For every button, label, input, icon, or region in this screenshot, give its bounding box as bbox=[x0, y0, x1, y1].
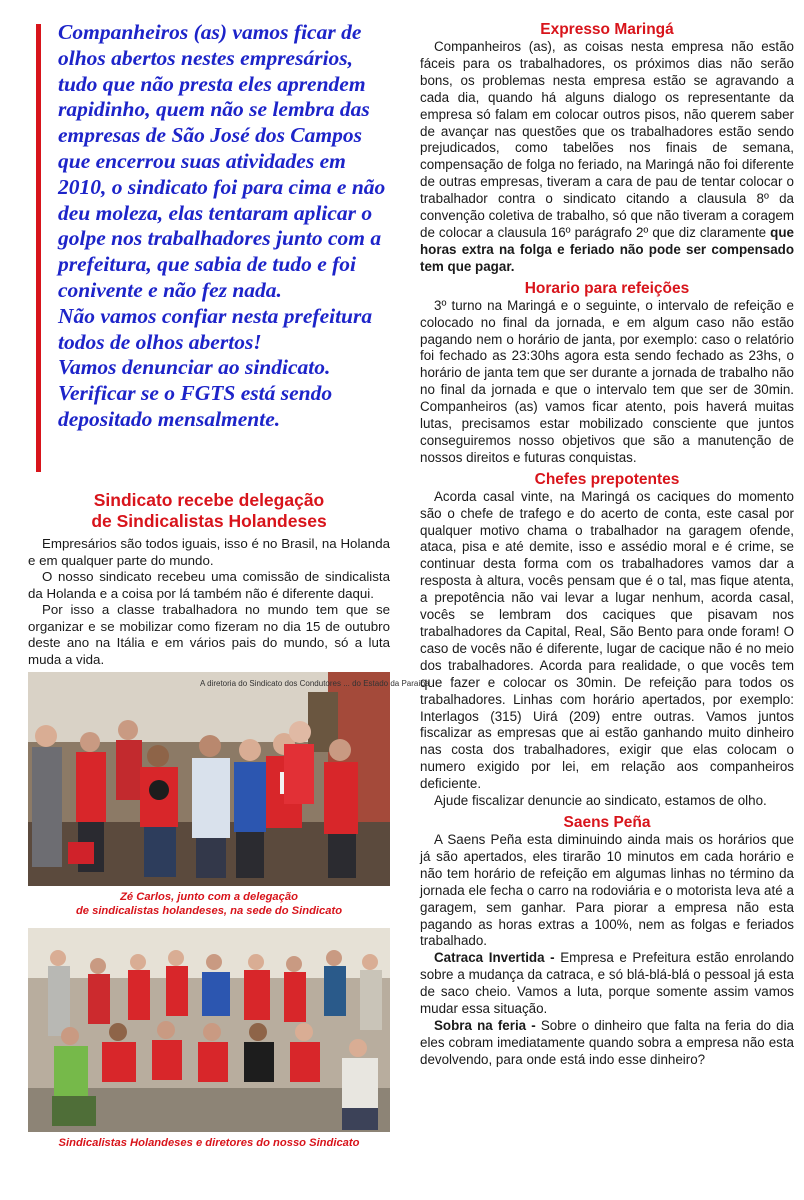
callout-line-3: Vamos denunciar ao sindicato. bbox=[58, 355, 331, 380]
holandeses-title-2: de Sindicalistas Holandeses bbox=[91, 511, 327, 531]
expresso-bold-text: que horas extra na folga e feriado não pode ser compensado tem que pagar. bbox=[420, 224, 794, 274]
sobra-label: Sobra na feria - bbox=[434, 1017, 536, 1033]
callout-text: Companheiros (as) vamos ficar de olhos abertos nestes empresários, tudo que não presta eles aprendem rapidinho, quem não se lembra das empresas de São José dos Campos que encerrou suas atividades em 2010, o sindicato foi para cima e não deu moleza, elas tentaram aplicar o golpe nos trabalhadores junto com a prefeitura, que sabia de tudo e foi conivente e não fez nada. bbox=[58, 20, 386, 302]
sobra-paragraph bbox=[420, 1018, 794, 1069]
photo-directors-illustration bbox=[28, 928, 390, 1132]
catraca-paragraph bbox=[420, 950, 794, 1018]
expresso-paragraph bbox=[420, 39, 794, 276]
right-column bbox=[420, 20, 794, 1069]
callout-line-4: Verificar se o FGTS está sendo depositado mensalmente. bbox=[58, 381, 333, 431]
saens-title: Saens Peña bbox=[563, 813, 651, 831]
photo-group-directors bbox=[28, 928, 390, 1132]
catraca-label: Catraca Invertida - bbox=[434, 950, 555, 966]
expresso-title: Expresso Maringá bbox=[540, 21, 674, 38]
photo-delegation-group bbox=[28, 672, 430, 886]
photo-banner-text: A diretoria do Sindicato dos Condutores ... do Estado da Paraíba bbox=[200, 679, 430, 688]
catraca-text: Empresa e Prefeitura estão enrolando sobre a mudança da catraca, e só blá-blá-blá o pessoal já esta de saco cheio. Vamos a luta, porque somente assim vamos mudar essa situação. bbox=[420, 950, 795, 1017]
chefes-paragraph: Acorda casal vinte, na Maringá os caciques do momento são o chefe de trafego e do acerto de conta, este casal por qualquer motivo chama o trabalhador na garagem ofende, ataca, pisa e até demite, isso e assédio moral e é crime, se continuar desta forma com os trabalhadores vamos dar a resposta à altura, vocês pensam que é o tal, mas fique atenta, a prepotência não vai levar a lugar nenhum, acorda casal, vocês se lembram dos caciques que pisavam nos trabalhadores da Capital, Real, São Bento para onde foram! O caso de vocês não é diferente, lugar de cacique não é no meio dos trabalhadores. Acorda para realidade, o que vocês tem que fazer e colocar os 30min. De refeição para todos os trabalhadores. Linhas com horário apertados, por exemplo: Interlagos (315) Uirá (209) entre outras. Vamos juntos fiscalizar as empresas que ai estão ganhando muito dinheiro nas costa dos trabalhadores, exigir que elas colocam o numero exigido por lei, em relação aos companheiros deficiente. bbox=[420, 488, 794, 792]
horario-title: Horario para refeições bbox=[524, 279, 690, 297]
holandeses-paragraph-1: Empresários são todos iguais, isso é no Brasil, na Holanda e em qualquer parte do mundo. bbox=[28, 536, 390, 568]
photo-caption-1-line-1: Zé Carlos, junto com a delegação bbox=[120, 891, 298, 903]
photo-caption-2: Sindicalistas Holandeses e diretores do nosso Sindicato bbox=[58, 1137, 360, 1149]
horario-paragraph: 3º turno na Maringá e o seguinte, o intervalo de refeição e colocado no final da jornada, e em algum caso não estão pagando nem o horário de janta, por exemplo: caso o relatório foi fechado as 23:30hs agora esta sendo fechado as 23hs, o horário de janta tem que ser durante a jornada de trabalho não no final da jornada e que o intervalo tem que ser de 30min. Companheiros (as) vamos ficar atento, pois haverá muitas lutas, precisamos estar mobilizado consciente que juntos conseguiremos nosso objetivos que são a manutenção de nossos direitos e futuras conquistas. bbox=[420, 297, 794, 465]
callout-line-2: Não vamos confiar nesta prefeitura todos de olhos abertos! bbox=[58, 303, 373, 354]
photo-delegation-illustration bbox=[28, 672, 430, 886]
callout-box bbox=[28, 20, 390, 476]
chefes-paragraph-2: Ajude fiscalizar denuncie ao sindicato, estamos de olho. bbox=[434, 793, 767, 809]
holandeses-paragraph-3: Por isso a classe trabalhadora no mundo tem que se organizar e se mobilizar como fizeram no dia 15 de outubro deste ano na Itália e em vários pais do mundo, só a luta muda a vida. bbox=[28, 602, 390, 667]
left-column bbox=[28, 20, 430, 1150]
photo-caption-1-line-2: de sindicalistas holandeses, na sede do Sindicato bbox=[75, 905, 343, 917]
holandeses-title-1: Sindicato recebe delegação bbox=[93, 490, 325, 510]
holandeses-paragraph-2: O nosso sindicato recebeu uma comissão de sindicalista da Holanda e a coisa por lá também não é diferente daqui. bbox=[28, 569, 390, 601]
sobra-text: Sobre o dinheiro que falta na feria do dia eles cobram imediatamente quando sobra a empresa não esta devolvendo, para onde está indo esse dinheiro? bbox=[420, 1017, 795, 1067]
chefes-title: Chefes prepotentes bbox=[534, 470, 680, 488]
callout-red-bar bbox=[36, 24, 41, 472]
expresso-text: Companheiros (as), as coisas nesta empresa não estão fáceis para os trabalhadores, os próximos dias não serão bons, os problemas nesta empresa estão se agravando a cada dia, quando há alguns dialogo os representante da empresa só falam em colocar outros pisos, não querem saber de avançar nas questões que os trabalhadores estão sendo prejudicados, como tabelões nos finais de semana, compensação de folga no feriado, na Maringá não foi diferente de outras empresas, tiveram a cara de pau de tentar colocar o trabalhador contra o sindicato citando a clausula 8º da convenção coletiva de trabalho, só que não tiveram a coragem de colocar a clausula 16º parágrafo 2º que diz claramente bbox=[420, 39, 794, 240]
saens-paragraph: A Saens Peña esta diminuindo ainda mais os horários que já são apertados, eles tirarão 10 minutos em cada horário e não tem horário de refeição em algumas linhas no término da jornada ele fecha o carro na rodoviária e o motorista leva até a garagem, sem ganhar. Para piorar a empresa não esta pagando as horas extras a 100%, nem as folgas e feriados trabalhado. bbox=[420, 831, 794, 949]
